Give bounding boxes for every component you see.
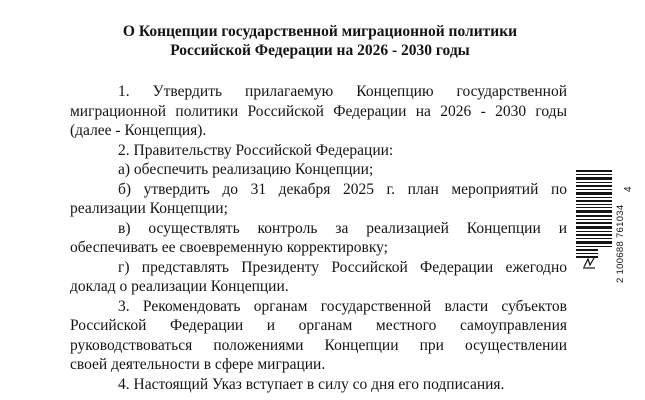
text-line: обеспечивать ее своевременную корректировку; bbox=[70, 239, 388, 256]
text-line: (далее - Концепция). bbox=[70, 122, 207, 139]
barcode-number: 2 100688 761034 bbox=[615, 204, 626, 283]
paragraph-4 bbox=[70, 375, 567, 395]
text-line: 2. Правительству Российской Федерации: bbox=[118, 141, 394, 159]
document-body bbox=[70, 82, 567, 394]
text-line: миграционной политики Российской Федерации на 2026 - 2030 годы bbox=[70, 102, 567, 120]
title-line-2: Российской Федерации на 2026 - 2030 годы bbox=[170, 42, 470, 59]
paragraph-1 bbox=[70, 82, 567, 141]
text-line: в) осуществлять контроль за реализацией Концепции и bbox=[118, 219, 567, 237]
paragraph-2a bbox=[70, 160, 567, 180]
text-line: реализации Концепции; bbox=[70, 200, 228, 217]
document-title bbox=[60, 22, 580, 60]
text-line: г) представлять Президенту Российской Федерации ежегодно bbox=[118, 258, 567, 276]
text-line: 1. Утвердить прилагаемую Концепцию государственной bbox=[118, 83, 567, 100]
stamp-mark-icon bbox=[582, 256, 596, 270]
text-line: а) обеспечить реализацию Концепции; bbox=[118, 161, 374, 178]
paragraph-2b bbox=[70, 180, 567, 219]
paragraph-2 bbox=[70, 141, 567, 161]
text-line: 3. Рекомендовать органам государственной власти субъектов bbox=[118, 297, 567, 315]
barcode-digit: 4 bbox=[623, 186, 634, 192]
text-line: руководствоваться положениями Концепции при осуществлении bbox=[70, 336, 567, 354]
text-line: доклад о реализации Концепции. bbox=[70, 278, 289, 295]
text-line: своей деятельности в сфере миграции. bbox=[70, 356, 326, 373]
text-line: Российской Федерации и органам местного самоуправления bbox=[70, 317, 567, 334]
paragraph-3 bbox=[70, 297, 567, 375]
title-line-1: О Концепции государственной миграционной политики bbox=[122, 23, 518, 40]
text-line: б) утвердить до 31 декабря 2025 г. план мероприятий по bbox=[118, 180, 567, 198]
paragraph-2v bbox=[70, 219, 567, 258]
paragraph-2g bbox=[70, 258, 567, 297]
text-line: 4. Настоящий Указ вступает в силу со дня его подписания. bbox=[118, 375, 505, 393]
